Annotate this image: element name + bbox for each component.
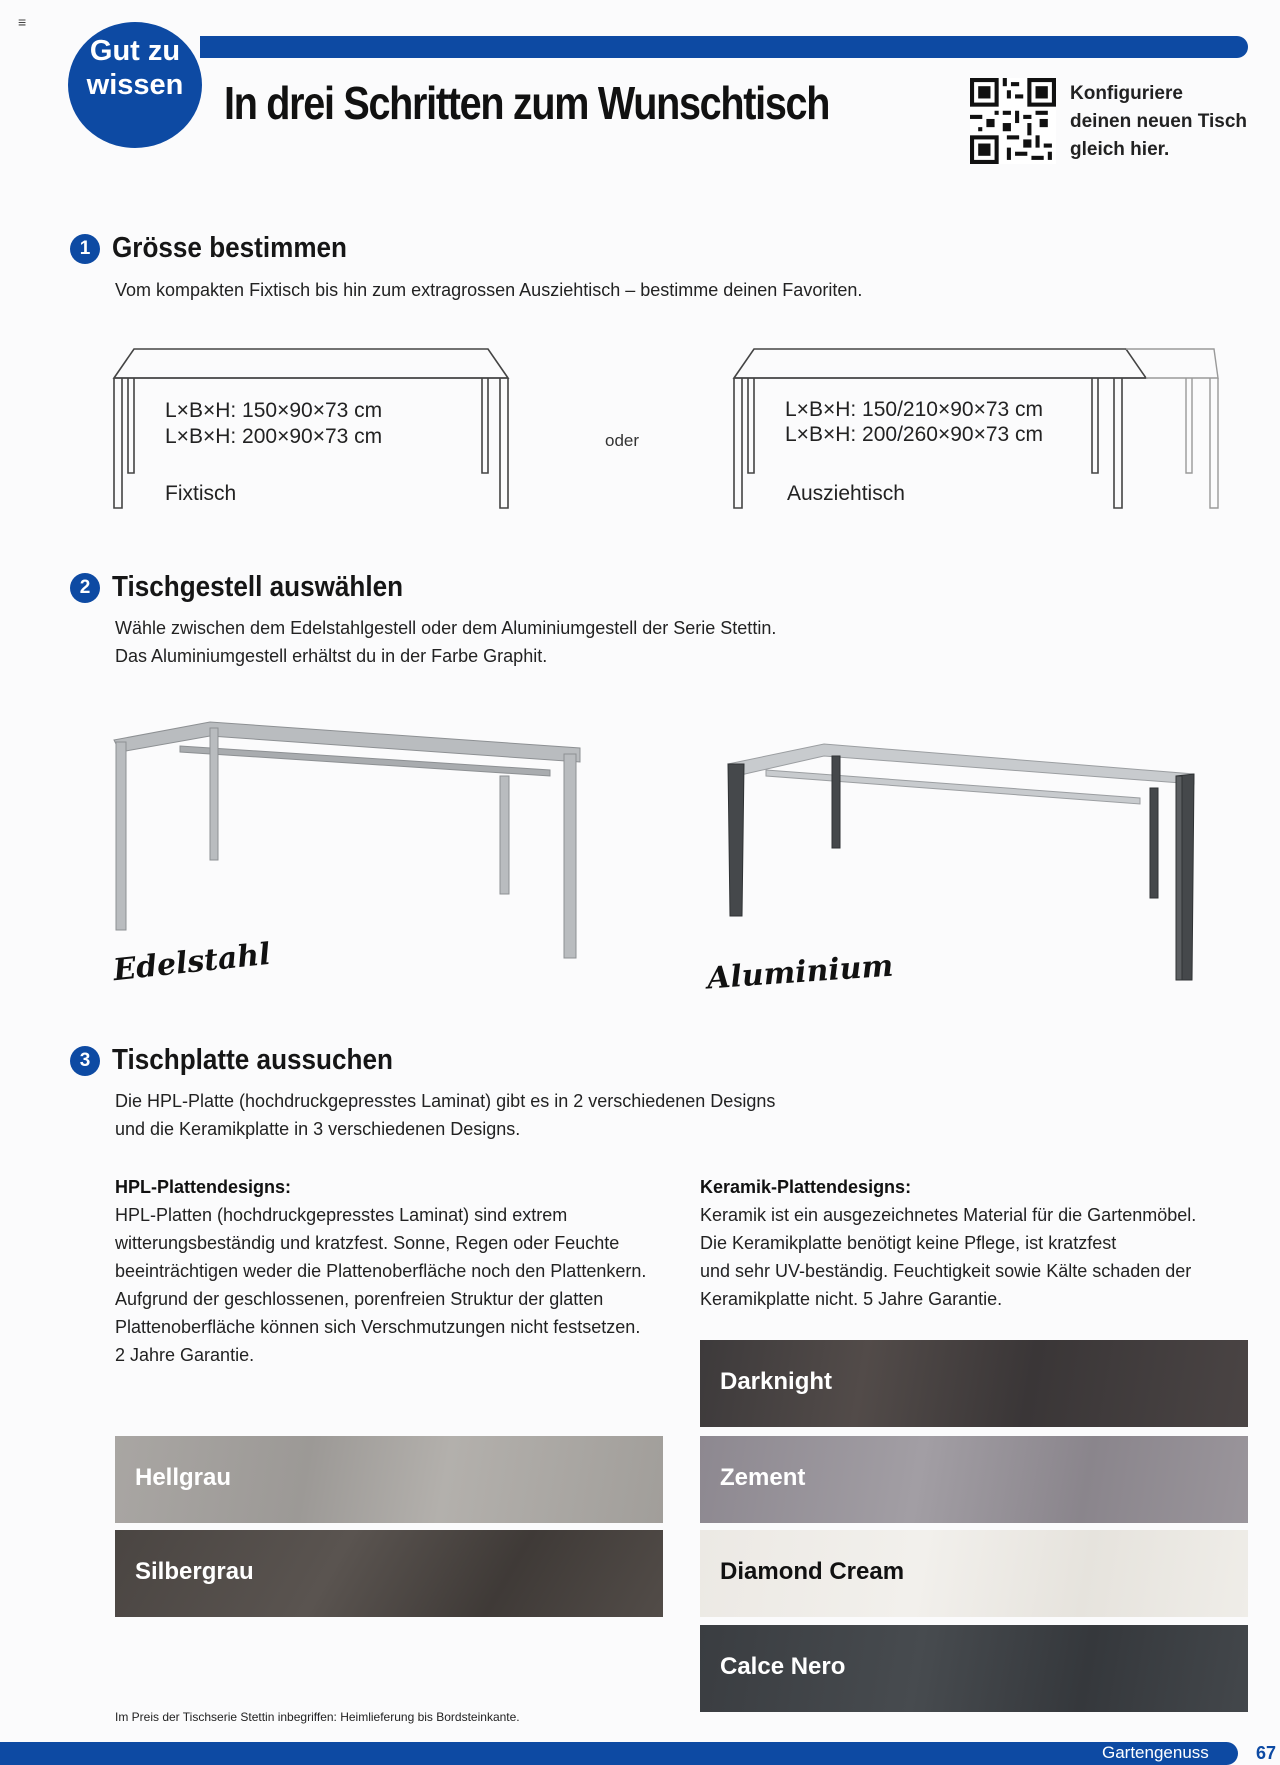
or-label: oder (605, 431, 640, 450)
swatch-calce-nero (700, 1625, 1248, 1712)
step-description: Das Aluminiumgestell erhältst du in der Farbe Graphit. (115, 646, 548, 666)
step-number: 3 (70, 1046, 100, 1076)
swatch-label: Zement (720, 1464, 806, 1491)
step-description: Vom kompakten Fixtisch bis hin zum extragrossen Ausziehtisch – bestimme deinen Favoriten. (115, 280, 863, 300)
hpl-text-line: Aufgrund der geschlossenen, porenfreien Struktur der glatten (115, 1289, 604, 1309)
step-description: Wähle zwischen dem Edelstahlgestell oder dem Aluminiumgestell der Serie Stettin. (115, 618, 777, 638)
step-description: und die Keramikplatte in 3 verschiedenen Designs. (115, 1119, 521, 1139)
hpl-text-line: Plattenoberfläche können sich Verschmutzungen nicht festsetzen. (115, 1317, 641, 1337)
badge-text: Gut zu wissen (86, 35, 184, 101)
edelstahl-frame-image (110, 710, 590, 960)
qr-code-icon[interactable] (970, 78, 1056, 164)
header-bar (200, 36, 1248, 58)
step-title: Grösse bestimmen (112, 232, 347, 264)
hpl-text-line: 2 Jahre Garantie. (115, 1345, 255, 1365)
swatch-zement (700, 1436, 1248, 1523)
qr-caption: Konfiguriere deinen neuen Tisch gleich hier. (1070, 83, 1248, 160)
swatch-label: Hellgrau (135, 1464, 232, 1491)
edelstahl-label: Edelstahl (111, 936, 273, 989)
swatch-hellgrau (115, 1436, 663, 1523)
swatch-label: Diamond Cream (720, 1558, 905, 1585)
step-number: 2 (70, 573, 100, 603)
hpl-text-line: beeinträchtigen weder die Plattenoberfläche noch den Plattenkern. (115, 1261, 647, 1281)
swatch-label: Darknight (720, 1368, 833, 1395)
menu-icon: ≡ (18, 14, 27, 30)
hpl-column (115, 1173, 646, 1369)
keramik-heading: Keramik-Plattendesigns: (700, 1177, 912, 1197)
swatch-darknight (700, 1340, 1248, 1427)
keramik-text-line: Die Keramikplatte benötigt keine Pflege, ist kratzfest (700, 1233, 1117, 1253)
step-description: Die HPL-Platte (hochdruckgepresstes Laminat) gibt es in 2 verschiedenen Designs (115, 1091, 776, 1111)
swatch-silbergrau (115, 1530, 663, 1617)
keramik-text-line: Keramikplatte nicht. 5 Jahre Garantie. (700, 1289, 1003, 1309)
aluminium-label: Aluminium (706, 948, 895, 997)
keramik-text-line: Keramik ist ein ausgezeichnetes Material für die Gartenmöbel. (700, 1205, 1197, 1225)
page-title: In drei Schritten zum Wunschtisch (224, 77, 830, 129)
step-number: 1 (70, 234, 100, 264)
fixtisch-label: Fixtisch (165, 482, 237, 505)
fixtisch-dimension: L×B×H: 200×90×73 cm (165, 425, 383, 448)
aluminium-frame-image (720, 736, 1200, 986)
ausziehtisch-dimension: L×B×H: 200/260×90×73 cm (785, 423, 1044, 446)
keramik-column (700, 1173, 1196, 1313)
swatch-label: Calce Nero (720, 1653, 846, 1680)
footnote: Im Preis der Tischserie Stettin inbegriffen: Heimlieferung bis Bordsteinkante. (115, 1710, 520, 1724)
fixtisch-dimension: L×B×H: 150×90×73 cm (165, 399, 383, 422)
step-title: Tischgestell auswählen (112, 571, 404, 603)
step-title: Tischplatte aussuchen (112, 1044, 393, 1076)
swatch-diamond-cream (700, 1530, 1248, 1617)
section-label: Gartengenuss (1102, 1743, 1209, 1762)
keramik-text-line: und sehr UV-beständig. Feuchtigkeit sowie Kälte schaden der (700, 1261, 1192, 1281)
ausziehtisch-label: Ausziehtisch (787, 482, 905, 505)
ausziehtisch-dimension: L×B×H: 150/210×90×73 cm (785, 398, 1044, 421)
hpl-text-line: witterungsbeständig und kratzfest. Sonne, Regen oder Feuchte (115, 1233, 620, 1253)
hpl-heading: HPL-Plattendesigns: (115, 1177, 292, 1197)
footer-bar (0, 1742, 1238, 1765)
swatch-label: Silbergrau (135, 1558, 254, 1585)
hpl-text-line: HPL-Platten (hochdruckgepresstes Laminat) sind extrem (115, 1205, 568, 1225)
page-number: 67 (1256, 1743, 1277, 1763)
